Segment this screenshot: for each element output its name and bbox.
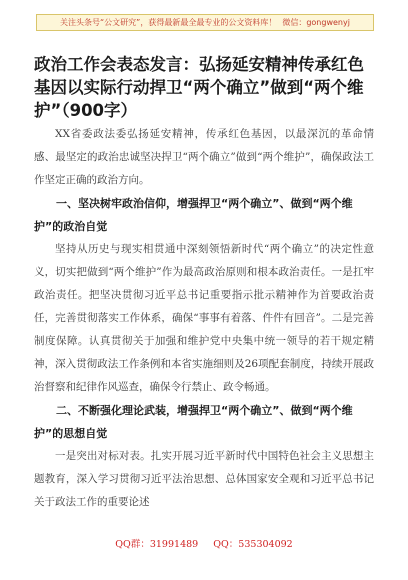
section-1-paragraph: 坚持从历史与现实相贯通中深刻领悟新时代“两个确立”的决定性意义，切实把做到“两个维护”作为最高政治原则和根本政治责任。一是扛牢政治责任。把坚决贯彻习近平总书记重要指示批示精神作为首要政治责任，完善贯彻落实工作体系，确保“事事有着落、件件有回音”。二是完善制度保障。认真贯彻关于加强和维护党中央集中统一领导的若干规定精神，深入贯彻政法工作条例和本省实施细则及26项配套制度，持续开展政治督察和纪律作风巡查，确保令行禁止、政令畅通。: [34, 243, 374, 393]
section-heading-2: 二、不断强化理论武装，增强捍卫“两个确立”、做到“两个维护”的思想自觉: [34, 404, 353, 440]
section-2-paragraph: 一是突出对标对表。扎实开展习近平新时代中国特色社会主义思想主题教育，深入学习贯彻习近平法治思想、总体国家安全观和习近平总书记关于政法工作的重要论述: [34, 450, 374, 508]
footer-qq: QQ：535304092: [213, 539, 293, 550]
footer-qq-group: QQ群：31991489: [115, 539, 199, 550]
banner-text: 关注头条号“公文研究”，获得最新最全最专业的公文资料库！: [60, 18, 277, 27]
document-title: 政治工作会表态发言：弘扬延安精神传承红色基因以实际行动捍卫“两个确立”做到“两个维护”（900字）: [34, 55, 364, 120]
top-banner: [36, 14, 374, 31]
banner-wechat: 微信：gongwenyj: [282, 18, 350, 27]
intro-paragraph: XX省委政法委弘扬延安精神，传承红色基因，以最深沉的革命情感、最坚定的政治忠诚坚决捍卫“两个确立”做到“两个维护”，确保政法工作坚定正确的政治方向。: [34, 128, 374, 186]
section-heading-1: 一、坚决树牢政治信仰，增强捍卫“两个确立”、做到“两个维护”的政治自觉: [34, 197, 353, 233]
page-footer: [0, 536, 408, 550]
document-body: [34, 123, 374, 514]
